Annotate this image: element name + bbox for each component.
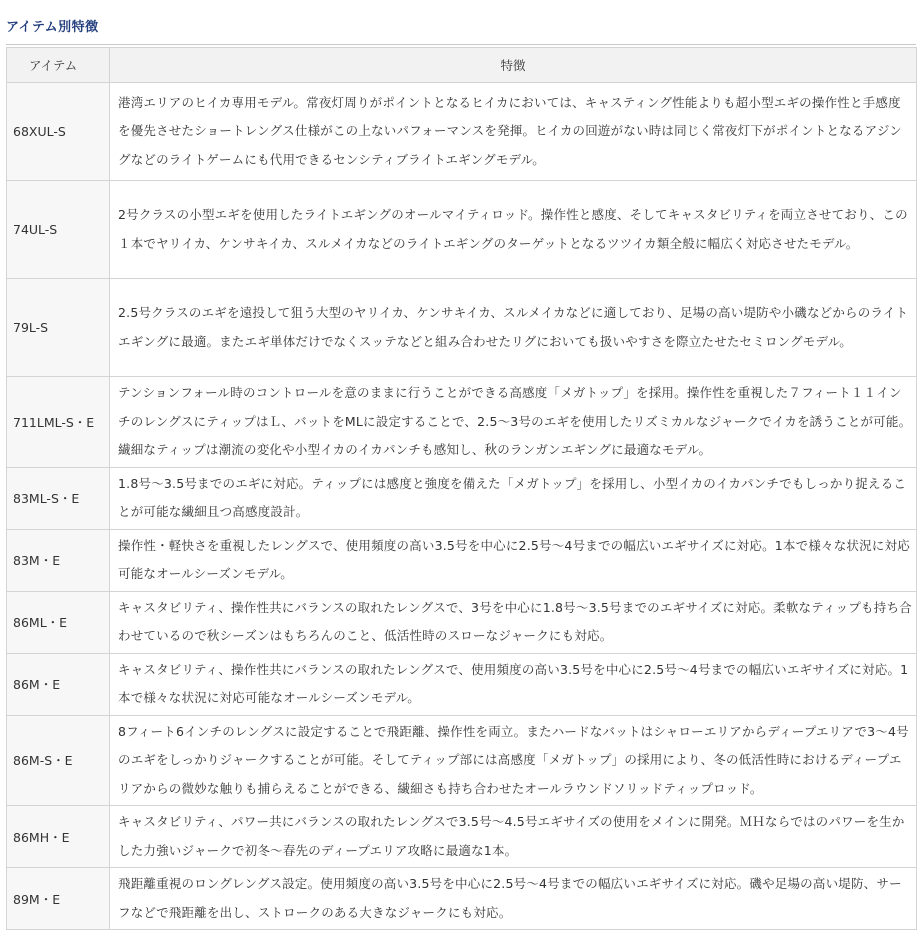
table-row bbox=[7, 806, 917, 868]
item-features-table bbox=[6, 47, 917, 930]
table-row bbox=[7, 181, 917, 279]
table-header-row bbox=[7, 48, 917, 83]
item-description: 2.5号クラスのエギを遠投して狙う大型のヤリイカ、ケンサキイカ、スルメイカなどに適しており、足場の高い堤防や小磯などからのライトエギングに最適。またエギ単体だけでなくスッテなどと組み合わせたリグにおいても扱いやすさを際立たせたセミロングモデル。 bbox=[110, 279, 917, 377]
item-name: 86M・E bbox=[7, 653, 110, 715]
table-row bbox=[7, 868, 917, 930]
item-name: 86MH・E bbox=[7, 806, 110, 868]
item-name: 86M-S・E bbox=[7, 715, 110, 806]
item-description: 港湾エリアのヒイカ専用モデル。常夜灯周りがポイントとなるヒイカにおいては、キャスティング性能よりも超小型エギの操作性と手感度を優先させたショートレングス仕様がこの上ないパフォーマンスを発揮。ヒイカの回遊がない時は同じく常夜灯下がポイントとなるアジングなどのライトゲームにも代用できるセンシティブライトエギングモデル。 bbox=[110, 83, 917, 181]
table-row bbox=[7, 715, 917, 806]
section-title: アイテム別特徴 bbox=[6, 20, 99, 35]
table-row bbox=[7, 83, 917, 181]
item-description: 1.8号～3.5号までのエギに対応。ティップには感度と強度を備えた「メガトップ」を採用し、小型イカのイカパンチでもしっかり捉えることが可能な繊細且つ高感度設計。 bbox=[110, 467, 917, 529]
item-description: キャスタビリティ、操作性共にバランスの取れたレングスで、3号を中心に1.8号～3.5号までのエギサイズに対応。柔軟なティップも持ち合わせているので秋シーズンはもちろんのこと、低活性時のスローなジャークにも対応。 bbox=[110, 591, 917, 653]
item-name: 83ML-S・E bbox=[7, 467, 110, 529]
item-description: 操作性・軽快さを重視したレングスで、使用頻度の高い3.5号を中心に2.5号～4号までの幅広いエギサイズに対応。1本で様々な状況に対応可能なオールシーズンモデル。 bbox=[110, 529, 917, 591]
item-description: キャスタビリティ、操作性共にバランスの取れたレングスで、使用頻度の高い3.5号を中心に2.5号～4号までの幅広いエギサイズに対応。1本で様々な状況に対応可能なオールシーズンモデル。 bbox=[110, 653, 917, 715]
table-row bbox=[7, 653, 917, 715]
item-name: 79L-S bbox=[7, 279, 110, 377]
table-row bbox=[7, 377, 917, 468]
item-description: テンションフォール時のコントロールを意のままに行うことができる高感度「メガトップ」を採用。操作性を重視した７フィート１１インチのレングスにティップはＬ、バットをMLに設定することで、2.5～3号のエギを使用したリズミカルなジャークでイカを誘うことが可能。繊細なティップは潮流の変化や小型イカのイカパンチも感知し、秋のランガンエギングに最適なモデル。 bbox=[110, 377, 917, 468]
table-row bbox=[7, 591, 917, 653]
table-row bbox=[7, 467, 917, 529]
item-description: キャスタビリティ、パワー共にバランスの取れたレングスで3.5号～4.5号エギサイズの使用をメインに開発。ＭＨならではのパワーを生かした力強いジャークで初冬～春先のディープエリア攻略に最適な1本。 bbox=[110, 806, 917, 868]
item-description: 8フィート6インチのレングスに設定することで飛距離、操作性を両立。またハードなバットはシャローエリアからディープエリアで3～4号のエギをしっかりジャークすることが可能。そしてティップ部には高感度「メガトップ」の採用により、冬の低活性時におけるディープエリアからの微妙な触りも捕らえることができる、繊細さも持ち合わせたオールラウンドソリッドティップロッド。 bbox=[110, 715, 917, 806]
item-name: 68XUL-S bbox=[7, 83, 110, 181]
item-name: 74UL-S bbox=[7, 181, 110, 279]
item-name: 89M・E bbox=[7, 868, 110, 930]
item-description: 2号クラスの小型エギを使用したライトエギングのオールマイティロッド。操作性と感度、そしてキャスタビリティを両立させており、この１本でヤリイカ、ケンサキイカ、スルメイカなどのライトエギングのターゲットとなるツツイカ類全般に幅広く対応させたモデル。 bbox=[110, 181, 917, 279]
header-item: アイテム bbox=[7, 48, 110, 83]
table-row bbox=[7, 529, 917, 591]
header-feature: 特徴 bbox=[110, 48, 917, 83]
item-name: 86ML・E bbox=[7, 591, 110, 653]
item-description: 飛距離重視のロングレングス設定。使用頻度の高い3.5号を中心に2.5号～4号までの幅広いエギサイズに対応。磯や足場の高い堤防、サーフなどで飛距離を出し、ストロークのある大きなジャークにも対応。 bbox=[110, 868, 917, 930]
table-row bbox=[7, 279, 917, 377]
item-name: 83M・E bbox=[7, 529, 110, 591]
item-name: 711LML-S・E bbox=[7, 377, 110, 468]
title-divider bbox=[6, 44, 916, 45]
